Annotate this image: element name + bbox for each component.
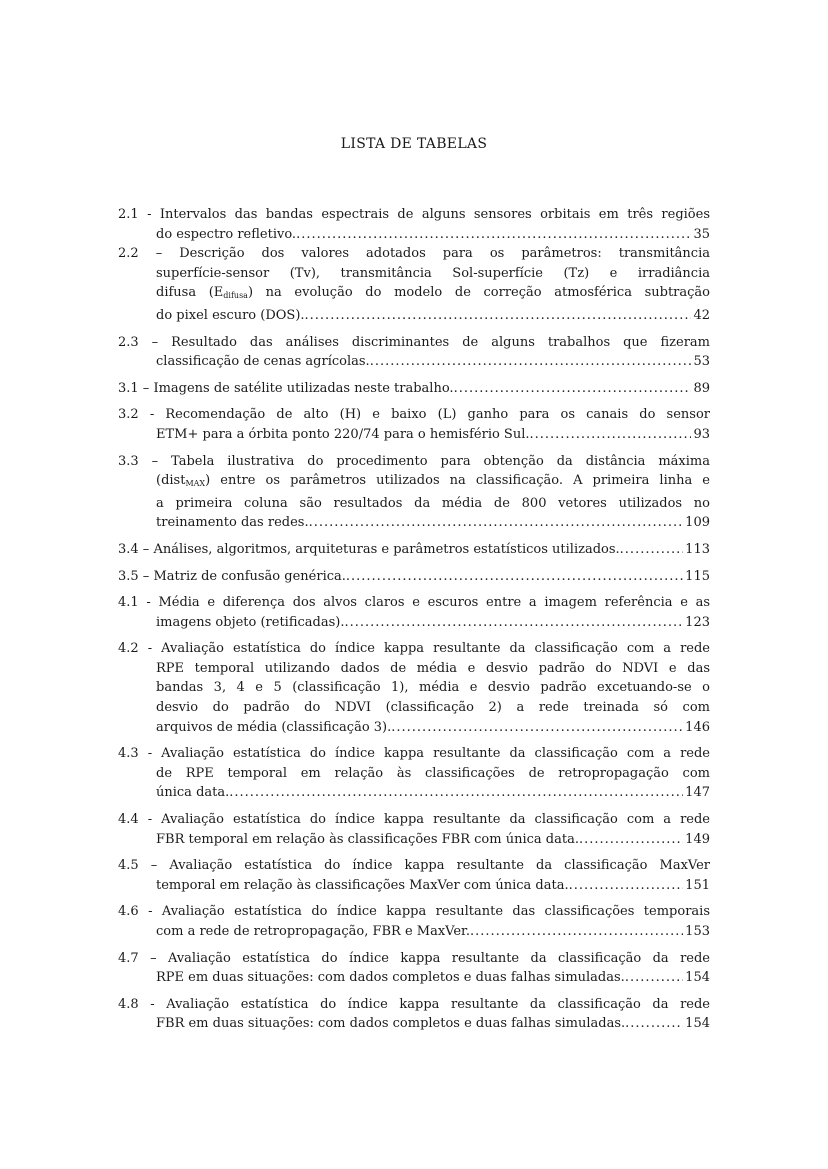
entry-text: 2.1 - Intervalos das bandas espectrais de alguns sensores orbitais em três regiões — [118, 207, 710, 222]
dot-leader — [625, 1014, 683, 1034]
list-item — [118, 856, 710, 895]
entry-text: 2.2 – Descrição dos valores adotados para os parâmetros: transmitância — [118, 246, 710, 262]
entry-text: 3.2 - Recomendação de alto (H) e baixo (L) ganho para os canais do sensor — [118, 407, 710, 423]
entry-text: 3.3 – Tabela ilustrativa do procedimento para obtenção da distância máxima — [118, 453, 710, 469]
dot-leader — [579, 830, 683, 850]
list-item — [118, 949, 710, 988]
page-number: 149 — [685, 831, 710, 847]
entry-text: 2.3 – Resultado das análises discriminantes de alguns trabalhos que fizeram — [118, 334, 710, 350]
entry-last-line: 3.1 – Imagens de satélite utilizadas neste trabalho. ..... 89 — [118, 379, 710, 399]
entry-text: 4.8 - Avaliação estatística do índice kappa resultante da classificação da rede — [118, 996, 710, 1012]
dot-leader — [345, 613, 684, 633]
page-number: 115 — [685, 568, 710, 584]
dot-leader — [370, 352, 692, 372]
page-number: 93 — [693, 426, 710, 442]
dot-leader — [454, 379, 692, 399]
entry-text: bandas 3, 4 e 5 (classificação 1), média e desvio padrão excetuando-se o — [156, 680, 710, 696]
dot-leader — [391, 718, 683, 738]
list-item — [118, 452, 710, 533]
page-number: 42 — [693, 307, 710, 323]
dot-leader — [346, 567, 683, 587]
dot-leader — [620, 540, 684, 560]
dot-leader — [530, 425, 692, 445]
list-item — [118, 379, 710, 399]
list-item — [118, 995, 710, 1034]
page-number: 153 — [685, 924, 710, 939]
entry-text: de RPE temporal em relação às classificações de retropropagação com — [156, 765, 710, 781]
page-number: 146 — [685, 719, 710, 735]
entry-last-line: ETM+ para a órbita ponto 220/74 para o hemisfério Sul. ..... 93 — [118, 425, 710, 445]
dot-leader — [625, 968, 683, 988]
entry-last-line: 3.4 – Análises, algoritmos, arquiteturas e parâmetros estatísticos utilizados. ..... 113 — [118, 540, 710, 560]
page-number: 89 — [693, 380, 710, 396]
list-item — [118, 333, 710, 372]
dot-leader — [229, 783, 683, 803]
entry-last-line: FBR em duas situações: com dados completos e duas falhas simuladas. ..... 154 — [118, 1014, 710, 1034]
entry-last-line: FBR temporal em relação às classificações FBR com única data. ..... 149 — [118, 830, 710, 850]
list-item — [118, 593, 710, 632]
table-list — [118, 205, 710, 1034]
dot-leader — [569, 876, 684, 896]
entry-text: desvio do padrão do NDVI (classificação 2) a rede treinada só com — [156, 700, 710, 716]
dot-leader — [309, 513, 684, 533]
page-number: 109 — [685, 515, 710, 531]
entry-last-line: RPE em duas situações: com dados completos e duas falhas simuladas. ..... 154 — [118, 968, 710, 988]
list-item — [118, 405, 710, 444]
entry-last-line: do espectro refletivo. ..... 35 — [118, 225, 710, 245]
entry-text: a primeira coluna são resultados da média de 800 vetores utilizados no — [156, 495, 710, 511]
entry-text: (dist$_{MAX}$) entre os parâmetros utilizados na classificação. A primeira linha e — [156, 473, 710, 489]
entry-text: 4.7 – Avaliação estatística do índice kappa resultante da classificação da rede — [118, 950, 710, 966]
entry-text: RPE temporal utilizando dados de média e desvio padrão do NDVI e das — [156, 660, 710, 676]
list-item — [118, 810, 710, 849]
page-number: 53 — [693, 354, 710, 370]
page-number: 113 — [685, 541, 710, 557]
entry-last-line: 3.5 – Matriz de confusão genérica. ..... 115 — [118, 567, 710, 587]
page-number: 151 — [685, 877, 710, 893]
entry-text: difusa $(E_{difusa})$ na evolução do modelo de correção atmosférica subtração — [156, 285, 710, 301]
entry-last-line: arquivos de média (classificação 3). ..... 146 — [118, 718, 710, 738]
entry-last-line: treinamento das redes. ..... 109 — [118, 513, 710, 533]
entry-last-line: do pixel escuro (DOS). ..... 42 — [118, 306, 710, 326]
list-item — [118, 567, 710, 587]
entry-last-line: imagens objeto (retificadas). ..... 123 — [118, 613, 710, 633]
dot-leader — [296, 225, 691, 245]
page-number: 154 — [685, 970, 710, 986]
entry-text: 4.3 - Avaliação estatística do índice kappa resultante da classificação com a rede — [118, 746, 710, 762]
list-item — [118, 902, 710, 941]
entry-text: 4.2 - Avaliação estatística do índice kappa resultante da classificação com a rede — [118, 641, 710, 657]
page-number: 147 — [685, 785, 710, 801]
page-number: 123 — [685, 614, 710, 630]
entry-last-line: classificação de cenas agrícolas. ..... 53 — [118, 352, 710, 372]
page-title: LISTA DE TABELAS — [340, 136, 488, 152]
entry-text: 4.1 - Média e diferença dos alvos claros e escuros entre a imagem referência e as — [118, 595, 710, 611]
entry-text: 4.6 - Avaliação estatística do índice kappa resultante das classificações temporais — [118, 904, 710, 920]
dot-leader — [305, 306, 692, 326]
list-item — [118, 639, 710, 737]
page-number: 154 — [685, 1016, 710, 1032]
entry-text: 4.4 - Avaliação estatística do índice kappa resultante da classificação com a rede — [118, 812, 710, 828]
list-item — [118, 540, 710, 560]
dot-leader — [470, 922, 683, 942]
entry-text: superfície-sensor (Tv), transmitância Sol-superfície (Tz) e irradiância — [156, 265, 710, 281]
entry-text: 4.5 – Avaliação estatística do índice kappa resultante da classificação MaxVer — [118, 858, 710, 874]
entry-last-line: com a rede de retropropagação, FBR e MaxVer. ..... 153 — [118, 922, 710, 942]
entry-last-line: única data. ..... 147 — [118, 783, 710, 803]
page-number: 35 — [693, 226, 710, 242]
list-item — [118, 205, 710, 244]
list-item — [118, 744, 710, 803]
entry-last-line: temporal em relação às classificações MaxVer com única data. ..... 151 — [118, 876, 710, 896]
list-item — [118, 244, 710, 325]
